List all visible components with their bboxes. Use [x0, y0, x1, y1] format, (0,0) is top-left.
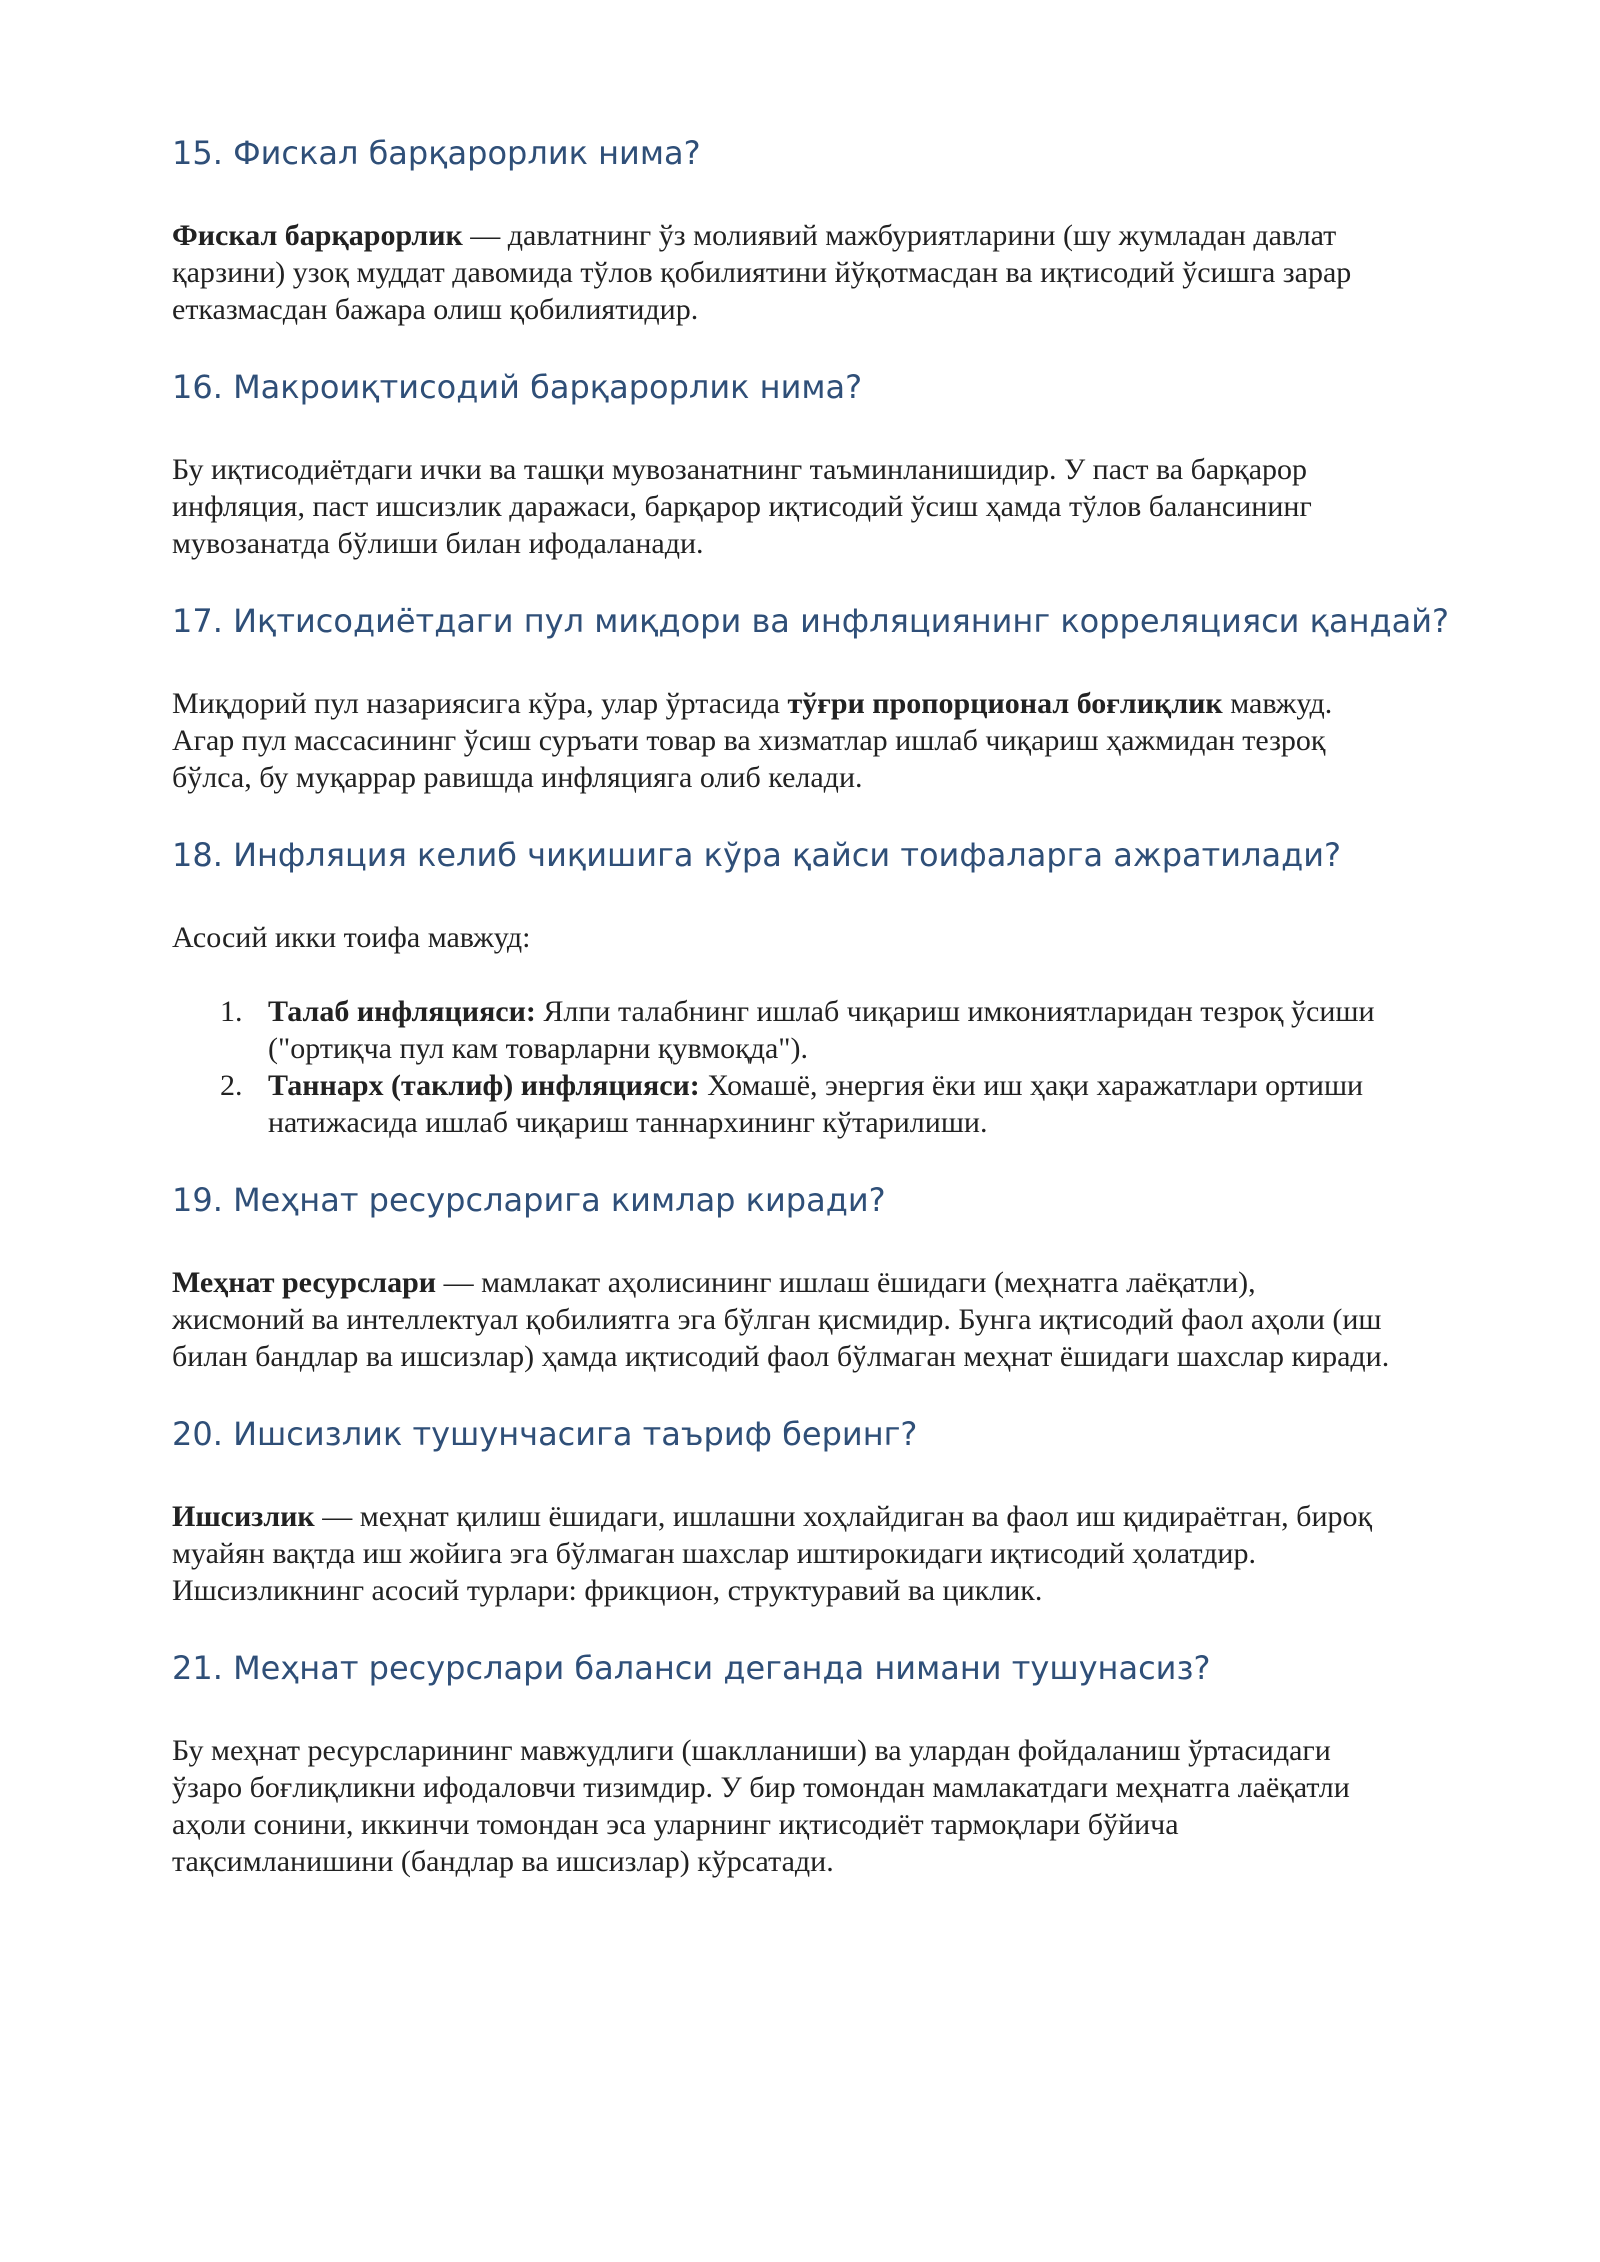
- answer-line: тақсимланишини (бандлар ва ишсизлар) кўрсатади.: [172, 1845, 834, 1878]
- text-span: — давлатнинг ўз молиявий мажбуриятларини (шу жумладан давлат: [462, 219, 1337, 252]
- answer-line: билан бандлар ва ишсизлар) ҳамда иқтисодий фаол бўлмаган меҳнат ёшидаги шахслар киради.: [172, 1340, 1390, 1373]
- question-heading-19: 19. Меҳнат ресурсларига кимлар киради?: [172, 1181, 886, 1219]
- text-span: — меҳнат қилиш ёшидаги, ишлашни хоҳлайдиган ва фаол иш қидираётган, бироқ: [314, 1500, 1373, 1533]
- section-16: [172, 365, 1490, 562]
- answer-line: Ишсизликнинг асосий турлари: фрикцион, структуравий ва циклик.: [172, 1574, 1043, 1607]
- term-bold: Ишсизлик: [172, 1500, 315, 1533]
- answer-paragraph-17: [172, 685, 1490, 796]
- section-20: [172, 1412, 1490, 1609]
- question-heading-18: 18. Инфляция келиб чиқишига кўра қайси тоифаларга ажратилади?: [172, 836, 1342, 874]
- answer-paragraph-21: [172, 1732, 1490, 1880]
- question-heading-20: 20. Ишсизлик тушунчасига таъриф беринг?: [172, 1415, 918, 1453]
- list-line: ("ортиқча пул кам товарларни қувмоқда").: [268, 1032, 809, 1065]
- term-bold: Меҳнат ресурслари: [172, 1266, 437, 1299]
- answer-line: [172, 217, 1490, 254]
- list-number: 1.: [220, 995, 243, 1028]
- answer-line: мувозанатда бўлиши билан ифодаланади.: [172, 527, 704, 560]
- answer-line: Агар пул массасининг ўсиш суръати товар ва хизматлар ишлаб чиқариш ҳажмидан тезроқ: [172, 724, 1326, 757]
- answer-line: ўзаро боғлиқликни ифодаловчи тизимдир. У бир томондан мамлакатдаги меҳнатга лаёқатли: [172, 1771, 1350, 1804]
- answer-paragraph-19: [172, 1264, 1490, 1375]
- text-span: мавжуд.: [1222, 687, 1333, 720]
- question-heading-17: 17. Иқтисодиётдаги пул миқдори ва инфляциянинг корреляцияси қандай?: [172, 602, 1449, 640]
- answer-line: етказмасдан бажара олиш қобилиятидир.: [172, 293, 699, 326]
- list-item: [172, 1067, 1490, 1141]
- answer-line: [172, 1264, 1490, 1301]
- answer-paragraph-20: [172, 1498, 1490, 1609]
- section-21: [172, 1646, 1490, 1880]
- term-bold: тўғри пропорционал боғлиқлик: [787, 687, 1223, 720]
- answer-line: [172, 685, 1490, 722]
- text-span: Хомашё, энергия ёки иш ҳақи харажатлари ортиши: [699, 1069, 1364, 1102]
- question-heading-15: 15. Фискал барқарорлик нима?: [172, 134, 701, 172]
- inflation-types-list: [172, 993, 1490, 1141]
- section-18: [172, 833, 1490, 1141]
- term-bold: Таннарх (таклиф) инфляцияси:: [268, 1069, 700, 1102]
- text-span: — мамлакат аҳолисининг ишлаш ёшидаги (меҳнатга лаёқатли),: [436, 1266, 1256, 1299]
- question-heading-16: 16. Макроиқтисодий барқарорлик нима?: [172, 368, 863, 406]
- term-bold: Фискал барқарорлик: [172, 219, 463, 252]
- answer-line: муайян вақтда иш жойига эга бўлмаган шахслар иштирокидаги иқтисодий ҳолатдир.: [172, 1537, 1256, 1570]
- section-17: [172, 599, 1490, 796]
- answer-line: Бу иқтисодиётдаги ички ва ташқи мувозанатнинг таъминланишидир. У паст ва барқарор: [172, 453, 1308, 486]
- section-19: [172, 1178, 1490, 1375]
- answer-line: аҳоли сонини, иккинчи томондан эса уларнинг иқтисодиёт тармоқлари бўйича: [172, 1808, 1179, 1841]
- answer-line: инфляция, паст ишсизлик даражаси, барқарор иқтисодий ўсиш ҳамда тўлов балансининг: [172, 490, 1312, 523]
- answer-intro-18: Асосий икки тоифа мавжуд:: [172, 921, 531, 954]
- text-span: Ялпи талабнинг ишлаб чиқариш имкониятларидан тезроқ ўсиши: [535, 995, 1375, 1028]
- answer-line: Бу меҳнат ресурсларининг мавжудлиги (шаклланиши) ва улардан фойдаланиш ўртасидаги: [172, 1734, 1331, 1767]
- list-line: [268, 1067, 1490, 1104]
- section-15: [172, 131, 1490, 328]
- list-item: [172, 993, 1490, 1067]
- list-line: [268, 993, 1490, 1030]
- question-heading-21: 21. Меҳнат ресурслари баланси деганда нимани тушунасиз?: [172, 1649, 1211, 1687]
- answer-line: бўлса, бу муқаррар равишда инфляцияга олиб келади.: [172, 761, 863, 794]
- answer-paragraph-16: [172, 451, 1490, 562]
- answer-paragraph-15: [172, 217, 1490, 328]
- list-line: натижасида ишлаб чиқариш таннархининг кўтарилиши.: [268, 1106, 988, 1139]
- term-bold: Талаб инфляцияси:: [268, 995, 536, 1028]
- answer-line: қарзини) узоқ муддат давомида тўлов қобилиятини йўқотмасдан ва иқтисодий ўсишга зарар: [172, 256, 1352, 289]
- answer-line: жисмоний ва интеллектуал қобилиятга эга бўлган қисмидир. Бунга иқтисодий фаол аҳоли (иш: [172, 1303, 1382, 1336]
- answer-line: [172, 1498, 1490, 1535]
- text-span: Миқдорий пул назариясига кўра, улар ўртасида: [172, 687, 788, 720]
- list-number: 2.: [220, 1069, 243, 1102]
